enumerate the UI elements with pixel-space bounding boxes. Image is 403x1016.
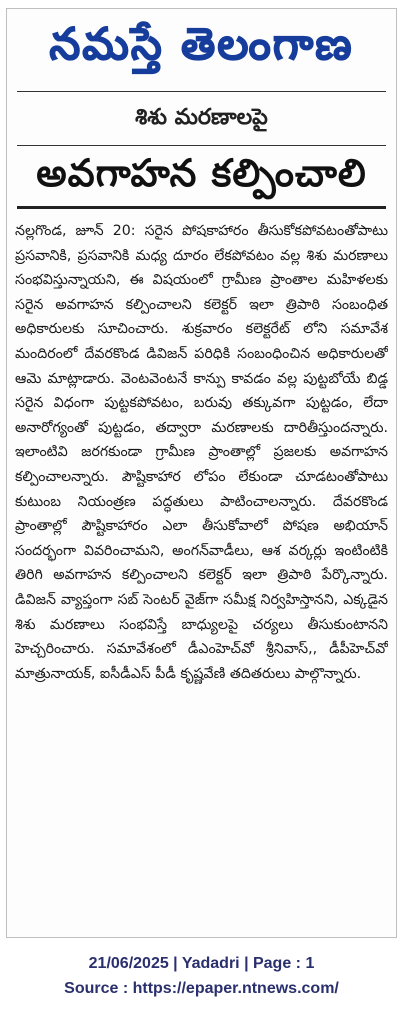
kicker-divider xyxy=(17,145,386,146)
article-clipping xyxy=(6,8,397,938)
headline-divider xyxy=(17,206,386,209)
source-link[interactable]: Source : https://epaper.ntnews.com/ xyxy=(64,980,339,997)
article-body-text: సరైన పోషకాహారం తీసుకోకపోవటంతోపాటు ప్రసవానికి, ప్రసవానికి మధ్య దూరం లేకపోవటం వల్ల శిశు మరణాలు సంభవిస్తున్నాయని, ఈ విషయంలో గ్రామీణ ప్రాంతాల మహిళలకు సరైన అవగాహన కల్పించాలని కలెక్టర్ ఇలా త్రిపాఠి సంబంధిత అధికారులకు సూచించారు. శుక్రవారం కలెక్టరేట్ లోని సమావేశ మందిరంలో దేవరకొండ డివిజన్ పరిధికి సంబంధించిన అధికారులతో ఆమె మాట్లాడారు. వెంటవెంటనే కాన్పు కావడం వల్ల పుట్టబోయే బిడ్డ సరైన విధంగా పుట్టకపోవటం, బరువు తక్కువగా పుట్టడం, లేదా అనారోగ్యంతో పుట్టడం, తద్వారా మరణాలకు దారితీస్తుందన్నారు. ఇలాంటివి జరగకుండా గ్రామీణ ప్రాంతాల్లో ప్రజలకు అవగాహన కల్పించాలన్నారు. పౌష్టికాహార లోపం లేకుండా చూడటంతోపాటు కుటుంబ నియంత్రణ పద్ధతులు పాటించాలన్నారు. దేవరకొండ ప్రాంతాల్లో పౌష్టికాహారం ఎలా తీసుకోవాలో పోషణ అభియాన్ సందర్భంగా వివరించామని, అంగన్‌వాడీలు, ఆశ వర్కర్లు ఇంటింటికి తిరిగి అవగాహన కల్పించాలని కలెక్టర్ ఇలా త్రిపాఠి పేర్కొన్నారు. డివిజన్ వ్యాప్తంగా సబ్ సెంటర్ వైజ్‌గా సమీక్ష నిర్వహిస్తానని, ఎక్కడైన శిశు మరణాలు సంభవిస్తే బాధ్యులపై చర్యలు తీసుకుంటానని హెచ్చరించారు. సమావేశంలో డీఎంహెచ్‌వో శ్రీనివాస్,, డీపీహెచ్‌వో మాత్రునాయక్, ఐసీడీఎస్ పీడీ కృష్ణవేణి తదితరులు పాల్గొన్నారు. xyxy=(15,223,388,682)
newspaper-masthead xyxy=(7,13,396,77)
article-dateline: నల్లగొండ, జూన్ 20: xyxy=(15,223,136,239)
article-body xyxy=(15,219,388,869)
masthead-divider xyxy=(17,91,386,92)
article-headline: అవగాహన కల్పించాలి xyxy=(36,151,367,195)
masthead-title: నమస్తే తెలంగాణ xyxy=(49,19,354,70)
article-kicker: శిశు మరణాలపై xyxy=(135,105,268,130)
edition-info: 21/06/2025 | Yadadri | Page : 1 xyxy=(88,955,315,972)
